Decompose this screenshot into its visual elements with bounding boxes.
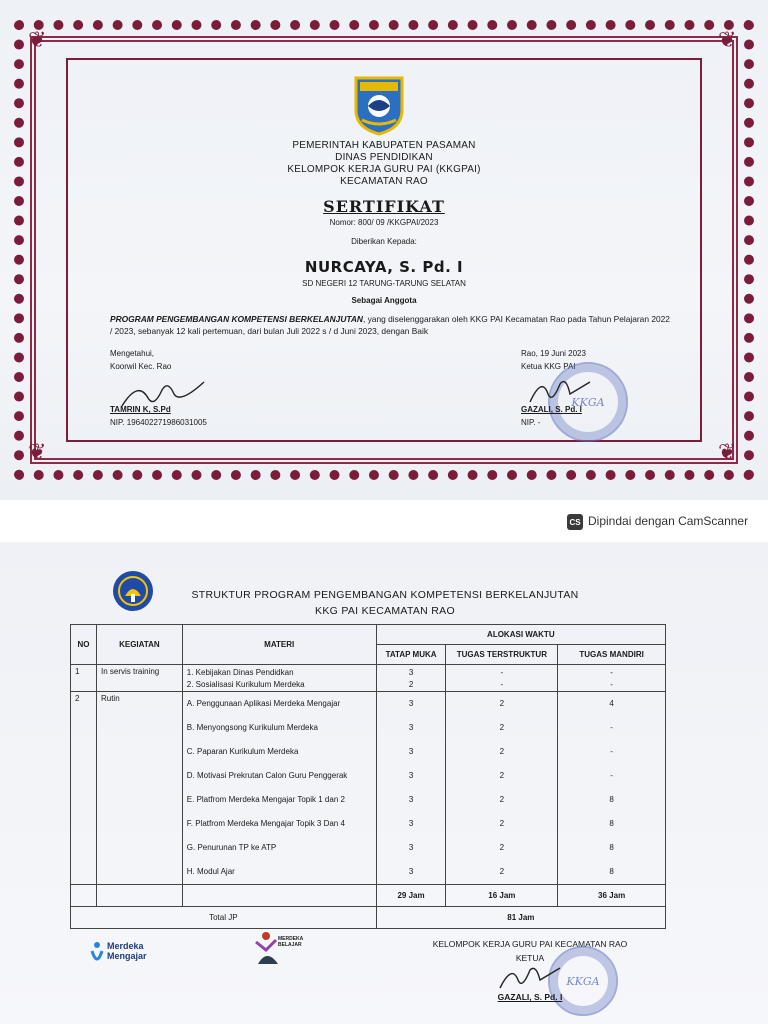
value-cell: 2 [499,747,505,756]
camscanner-label: Dipindai dengan CamScanner [588,514,749,528]
header-tugas-terstruktur: TUGAS TERSTRUKTUR [446,645,558,665]
header-alokasi-waktu: ALOKASI WAKTU [376,625,665,645]
right-sig-line2: Ketua KKG PAI [521,362,576,371]
value-cell: 4 [609,699,614,708]
logo1-line1: Merdeka [107,941,144,951]
left-signature-block [110,347,171,373]
value-cell: 2 [499,819,505,828]
value-cell: 3 [408,668,414,677]
header-line-1: PEMERINTAH KABUPATEN PASAMAN [292,140,476,151]
row-tatap-muka [376,692,446,885]
value-cell: 3 [408,723,414,732]
value-cell: 3 [408,747,414,756]
given-to-label: Diberikan Kepada: [351,237,417,246]
certificate-number: Nomor: 800/ 09 /KKGPAI/2023 [329,218,439,227]
materi-item: G. Penurunan TP ke ATP [186,843,277,852]
row-materi [182,665,376,692]
program-structure-page [0,542,768,1024]
materi-item: 1. Kebijakan Dinas Pendidkan [186,668,294,677]
corner-flourish-icon: ❦ [718,28,737,53]
value-cell: 2 [499,699,505,708]
row-kegiatan: Rutin [96,692,182,885]
logo1-line2: Mengajar [107,951,147,961]
value-cell: 2 [499,867,505,876]
row-no: 2 [71,692,97,885]
table-row [71,692,666,885]
merdeka-belajar-logo [252,930,312,970]
corner-flourish-icon: ❦ [28,440,47,465]
row-materi [182,692,376,885]
value-cell: 3 [408,771,414,780]
total-value: 81 Jam [376,907,665,929]
recipient-role: Sebagai Anggota [351,296,417,305]
kkg-stamp: KKGA [548,362,628,442]
value-cell: 8 [609,819,614,828]
value-cell: 2 [499,723,505,732]
left-sig-line2: Koorwil Kec. Rao [110,362,172,371]
row-kegiatan: In servis training [96,665,182,692]
value-cell: - [610,668,613,677]
pasaman-regency-logo [352,74,406,136]
right-sig-line1: Rao, 19 Juni 2023 [521,349,586,358]
value-cell: - [610,771,613,780]
row-terstruktur [446,692,558,885]
logo2-line2: BELAJAR [278,942,302,948]
value-cell: 2 [408,680,414,689]
value-cell: 2 [499,795,505,804]
value-cell: 8 [609,795,614,804]
value-cell: 3 [408,867,414,876]
row-mandiri [558,692,666,885]
value-cell: - [610,723,613,732]
subtotal-mandiri: 36 Jam [558,885,666,907]
issuer-header [0,140,768,188]
certificate-title: SERTIFIKAT [323,197,445,216]
subtotal-terstruktur: 16 Jam [446,885,558,907]
footer-signer-name: GAZALI, S. Pd. I [497,992,563,1002]
right-signer-name: GAZALI, S. Pd. I [521,405,582,414]
value-cell: 3 [408,699,414,708]
program-structure-table [70,624,666,929]
footer-stamp: KKGA [548,946,618,1016]
corner-flourish-icon: ❦ [28,28,47,53]
total-label: Total JP [71,907,377,929]
row-mandiri [558,665,666,692]
materi-item: H. Modul Ajar [186,867,235,876]
program-name: PROGRAM PENGEMBANGAN KOMPETENSI BERKELANJUTAN [110,314,363,324]
right-signer-nip: NIP. - [521,418,541,427]
scanner-watermark-strip [0,500,768,542]
value-cell: - [500,680,504,689]
merdeka-mengajar-icon [90,941,104,965]
camscanner-icon: CS [567,514,583,530]
value-cell: 2 [499,843,505,852]
value-cell: 8 [609,867,614,876]
materi-item: C. Paparan Kurikulum Merdeka [186,747,299,756]
materi-item: F. Platfrom Merdeka Mengajar Topik 3 Dan 4 [186,819,345,828]
header-line-4: KECAMATAN RAO [340,176,428,187]
materi-item: 2. Sosialisasi Kurikulum Merdeka [186,680,305,689]
left-sig-line1: Mengetahui, [110,349,155,358]
header-tugas-mandiri: TUGAS MANDIRI [558,645,666,665]
structure-title: STRUKTUR PROGRAM PENGEMBANGAN KOMPETENSI BERKELANJUTAN [191,589,579,601]
tut-wuri-handayani-logo [112,570,154,612]
certificate-body-rest: , yang diselenggarakan oleh KKG PAI Kecamatan Rao pada Tahun Pelajaran 2022 / 2023, sebanyak 12 kali pertemuan, dari bulan Juli 2022 s / d Juni 2023, dengan Baik [110,314,670,336]
footer-org: KELOMPOK KERJA GURU PAI KECAMATAN RAO [432,939,628,949]
value-cell: - [610,747,613,756]
footer-signature-scribble [494,962,564,992]
left-signer-nip: NIP. 196402271986031005 [110,418,207,427]
recipient-name: NURCAYA, S. Pd. I [304,258,464,276]
subtotal-row [71,885,666,907]
footer-role: KETUA [515,953,545,963]
value-cell: 3 [408,819,414,828]
value-cell: - [610,680,613,689]
left-signer-name: TAMRIN K, S.Pd [110,405,171,414]
merdeka-mengajar-logo [90,939,170,969]
header-line-3: KELOMPOK KERJA GURU PAI (KKGPAI) [287,164,481,175]
value-cell: 3 [408,795,414,804]
materi-item: A. Penggunaan Aplikasi Merdeka Mengajar [186,699,341,708]
subtotal-tatap-muka: 29 Jam [376,885,446,907]
header-kegiatan: KEGIATAN [96,625,182,665]
total-row [71,907,666,929]
table-row [71,665,666,692]
value-cell: - [500,668,504,677]
materi-item: E. Platfrom Merdeka Mengajar Topik 1 dan 2 [186,795,345,804]
row-tatap-muka [376,665,446,692]
corner-flourish-icon: ❦ [718,440,737,465]
header-no: NO [71,625,97,665]
header-tatap-muka: TATAP MUKA [376,645,446,665]
recipient-school: SD NEGERI 12 TARUNG-TARUNG SELATAN [302,279,466,288]
row-no: 1 [71,665,97,692]
value-cell: 3 [408,843,414,852]
row-terstruktur [446,665,558,692]
structure-subtitle: KKG PAI KECAMATAN RAO [315,605,455,617]
right-signature-name-block [521,403,582,429]
certificate-page [0,0,768,500]
materi-item: D. Motivasi Prekrutan Calon Guru Penggerak [186,771,348,780]
logo2-line1: MERDEKA [278,936,304,942]
header-materi: MATERI [182,625,376,665]
materi-item: B. Menyongsong Kurikulum Merdeka [186,723,318,732]
left-signature-name-block [110,403,207,429]
value-cell: 2 [499,771,505,780]
value-cell: 8 [609,843,614,852]
header-line-2: DINAS PENDIDIKAN [335,152,433,163]
certificate-body [110,313,670,337]
